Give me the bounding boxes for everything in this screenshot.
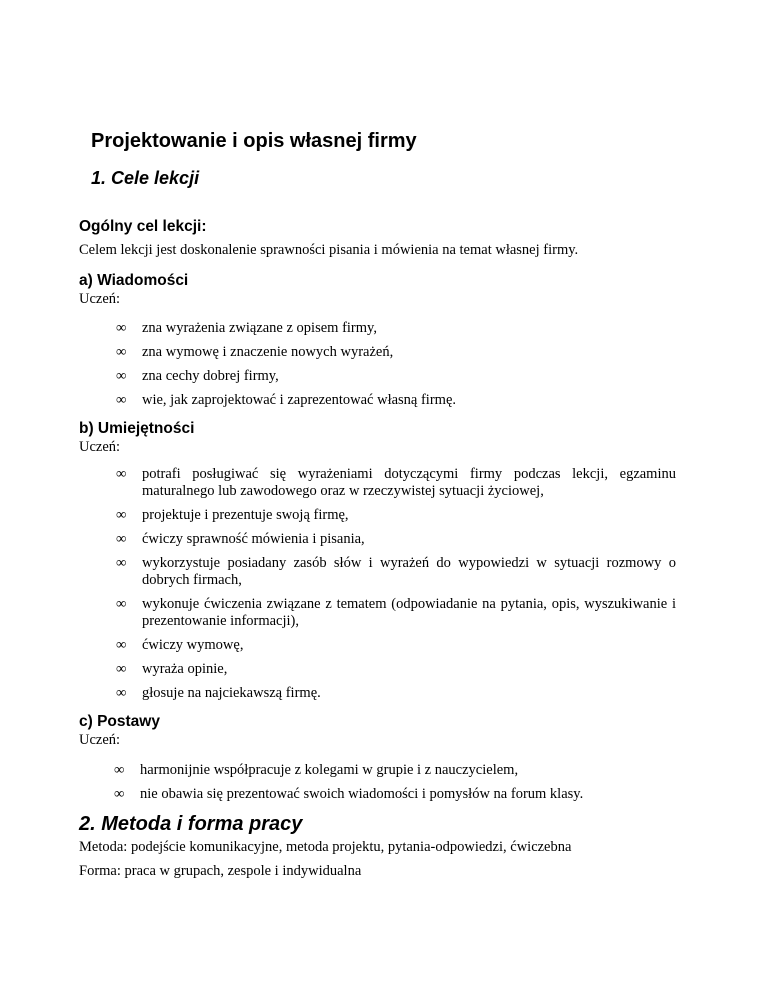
- section-2-heading: 2. Metoda i forma pracy: [79, 813, 303, 835]
- general-goal-heading: Ogólny cel lekcji:: [79, 218, 207, 235]
- method-text: Metoda: podejście komunikacyjne, metoda projektu, pytania-odpowiedzi, ćwiczebna: [79, 839, 572, 855]
- bullet-icon: ∞: [114, 786, 125, 802]
- bullet-icon: ∞: [116, 555, 127, 571]
- list-item-text: nie obawia się prezentować swoich wiadomości i pomysłów na forum klasy.: [140, 786, 584, 802]
- list-item-text: wykonuje ćwiczenia związane z tematem (odpowiadanie na pytania, opis, wyszukiwanie i prezentowanie informacji),: [142, 596, 676, 629]
- bullet-icon: ∞: [116, 661, 127, 677]
- skills-heading: b) Umiejętności: [79, 420, 195, 437]
- bullet-icon: ∞: [116, 685, 127, 701]
- bullet-icon: ∞: [114, 762, 125, 778]
- attitudes-heading: c) Postawy: [79, 713, 160, 730]
- bullet-icon: ∞: [116, 320, 127, 336]
- list-item-text: ćwiczy wymowę,: [142, 637, 244, 653]
- list-item-text: zna cechy dobrej firmy,: [142, 368, 279, 384]
- form-text: Forma: praca w grupach, zespole i indywidualna: [79, 863, 362, 879]
- bullet-icon: ∞: [116, 344, 127, 360]
- list-item-text: głosuje na najciekawszą firmę.: [142, 685, 321, 701]
- list-item-text: projektuje i prezentuje swoją firmę,: [142, 507, 349, 523]
- general-goal-text: Celem lekcji jest doskonalenie sprawności pisania i mówienia na temat własnej firmy.: [79, 242, 579, 258]
- bullet-icon: ∞: [116, 596, 127, 612]
- list-item-text: wie, jak zaprojektować i zaprezentować własną firmę.: [142, 392, 457, 408]
- list-item-text: zna wymowę i znaczenie nowych wyrażeń,: [142, 344, 394, 360]
- list-item-text: harmonijnie współpracuje z kolegami w grupie i z nauczycielem,: [140, 762, 519, 778]
- knowledge-label: Uczeń:: [79, 291, 121, 307]
- bullet-icon: ∞: [116, 637, 127, 653]
- attitudes-label: Uczeń:: [79, 732, 121, 748]
- bullet-icon: ∞: [116, 368, 127, 384]
- skills-label: Uczeń:: [79, 439, 121, 455]
- section-1-heading: 1. Cele lekcji: [91, 168, 200, 188]
- bullet-icon: ∞: [116, 466, 127, 482]
- list-item-text: potrafi posługiwać się wyrażeniami dotyczącymi firmy podczas lekcji, egzaminu maturalnego lub zawodowego oraz w rzeczywistej sytuacji życiowej,: [142, 466, 676, 499]
- list-item-text: ćwiczy sprawność mówienia i pisania,: [142, 531, 365, 547]
- list-item-text: wykorzystuje posiadany zasób słów i wyrażeń do wypowiedzi w sytuacji rozmowy o dobrych firmach,: [142, 555, 676, 588]
- bullet-icon: ∞: [116, 507, 127, 523]
- page-title: Projektowanie i opis własnej firmy: [91, 130, 417, 152]
- list-item-text: zna wyrażenia związane z opisem firmy,: [142, 320, 377, 336]
- bullet-icon: ∞: [116, 531, 127, 547]
- list-item-text: wyraża opinie,: [142, 661, 228, 677]
- knowledge-heading: a) Wiadomości: [79, 272, 189, 289]
- bullet-icon: ∞: [116, 392, 127, 408]
